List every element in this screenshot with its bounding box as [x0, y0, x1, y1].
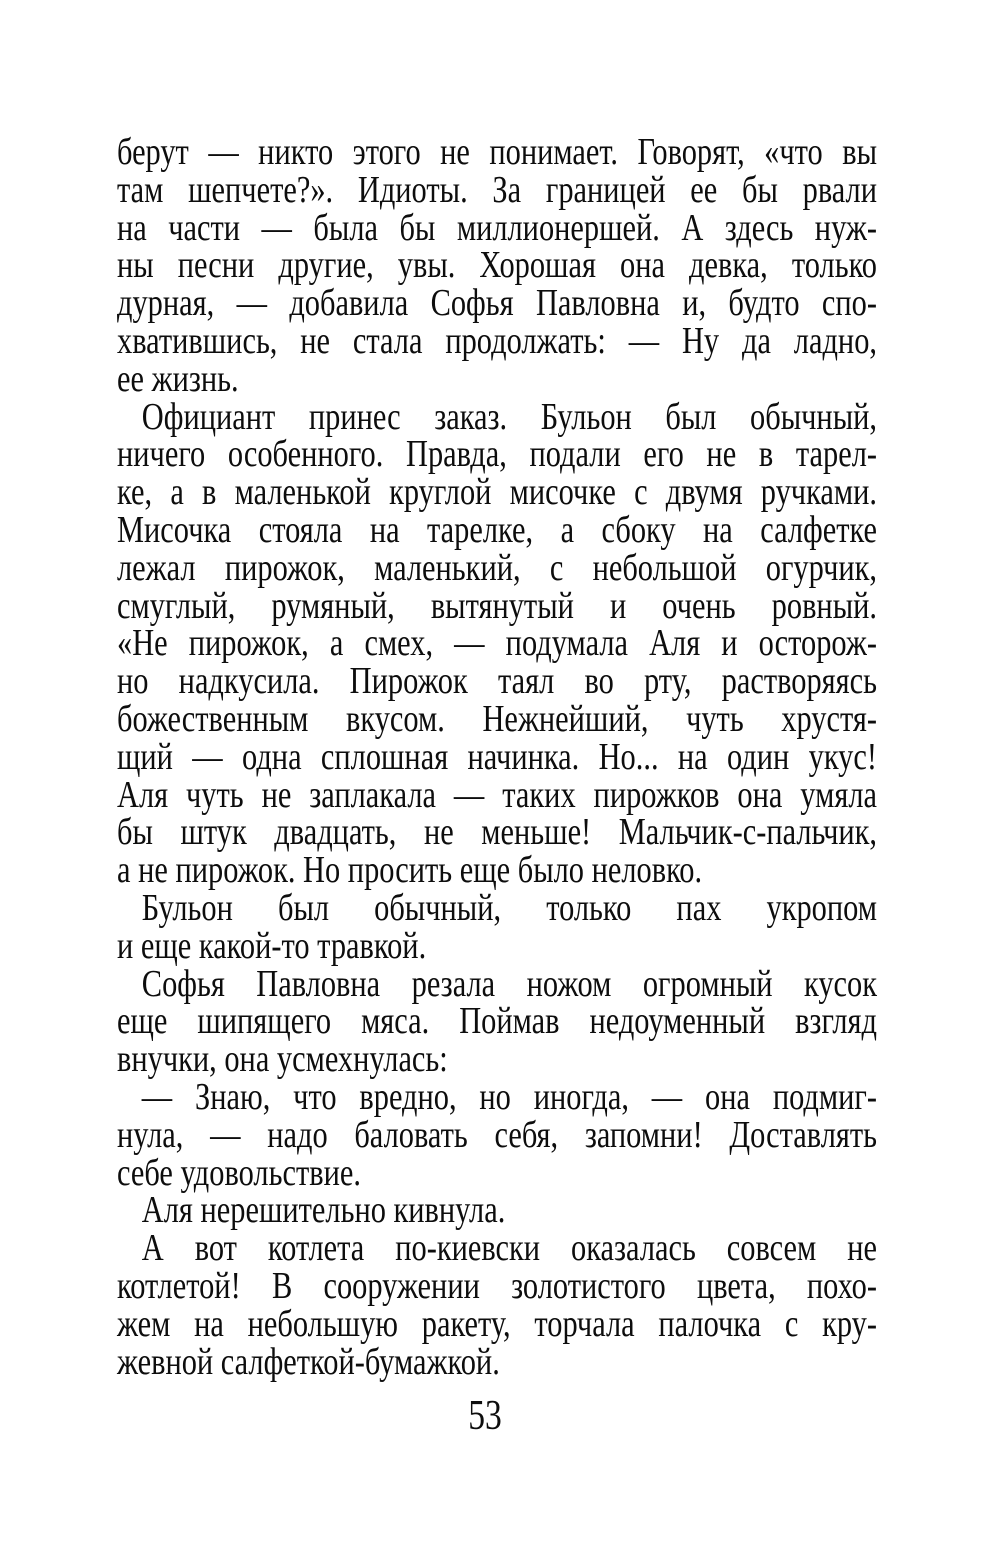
paragraph [117, 131, 877, 400]
text-line: хватившись, не стала продолжать: — Ну да ладно, [117, 319, 877, 362]
text-line: дурная, — добавила Софья Павловна и, будто спо- [117, 282, 877, 325]
text-block [117, 131, 878, 1440]
text-line: нула, — надо баловать себя, запомни! Доставлять [117, 1113, 877, 1156]
text-line: божественным вкусом. Нежнейший, чуть хрустя- [117, 697, 877, 740]
text-line: бы штук двадцать, не меньше! Мальчик-с-пальчик, [117, 811, 877, 854]
text-line: А вот котлета по-киевски оказалась совсем не [141, 1227, 878, 1270]
text-line: на части — была бы миллионершей. А здесь нуж- [117, 206, 877, 249]
text-line: Мисочка стояла на тарелке, а сбоку на салфетке [117, 508, 877, 551]
paragraph [117, 886, 878, 967]
text-line: жевной салфеткой-бумажкой. [117, 1340, 500, 1383]
text-line: Аля нерешительно кивнула. [141, 1189, 506, 1232]
text-line: а не пирожок. Но просить еще было неловко. [117, 849, 703, 892]
text-line: и еще какой-то травкой. [117, 924, 427, 967]
text-line: ны песни другие, увы. Хорошая она девка, только [117, 244, 877, 287]
text-line: ничего особенного. Правда, подали его не в тарел- [117, 433, 877, 476]
text-line: Официант принес заказ. Бульон был обычный, [141, 395, 878, 438]
text-line: внучки, она усмехнулась: [117, 1038, 448, 1081]
text-line: Софья Павловна резала ножом огромный кусок [141, 962, 878, 1005]
text-line: Бульон был обычный, только пах укропом [141, 886, 878, 929]
paragraph [117, 1189, 877, 1232]
text-line: Аля чуть не заплакала — таких пирожков она умяла [117, 773, 877, 816]
text-line: себе удовольствие. [117, 1151, 361, 1194]
text-line: берут — никто этого не понимает. Говорят, «что вы [117, 131, 877, 173]
text-line: ке, а в маленькой круглой мисочке с двумя ручками. [117, 471, 877, 514]
text-line: жем на небольшую ракету, торчала палочка с кру- [117, 1302, 877, 1345]
text-line: но надкусила. Пирожок таял во рту, растворяясь [117, 660, 877, 703]
text-line: еще шипящего мяса. Поймав недоуменный взгляд [117, 1000, 877, 1043]
text-line: ее жизнь. [117, 357, 239, 400]
text-line: щий — одна сплошная начинка. Но... на один укус! [117, 735, 877, 778]
paragraph [117, 962, 878, 1081]
paragraph [117, 1227, 878, 1383]
text-line: — Знаю, что вредно, но иногда, — она подмиг- [141, 1075, 878, 1118]
text-line: там шепчете?». Идиоты. За границей ее бы рвали [117, 168, 877, 211]
paragraph [117, 395, 878, 892]
text-line: котлетой! В сооружении золотистого цвета, похо- [117, 1264, 877, 1307]
page-number: 53 [468, 1393, 502, 1440]
text-line: «Не пирожок, а смех, — подумала Аля и осторож- [117, 622, 877, 665]
text-line: лежал пирожок, маленький, с небольшой огурчик, [117, 546, 877, 589]
paragraph [117, 1075, 878, 1194]
text-line: смуглый, румяный, вытянутый и очень ровный. [117, 584, 877, 627]
